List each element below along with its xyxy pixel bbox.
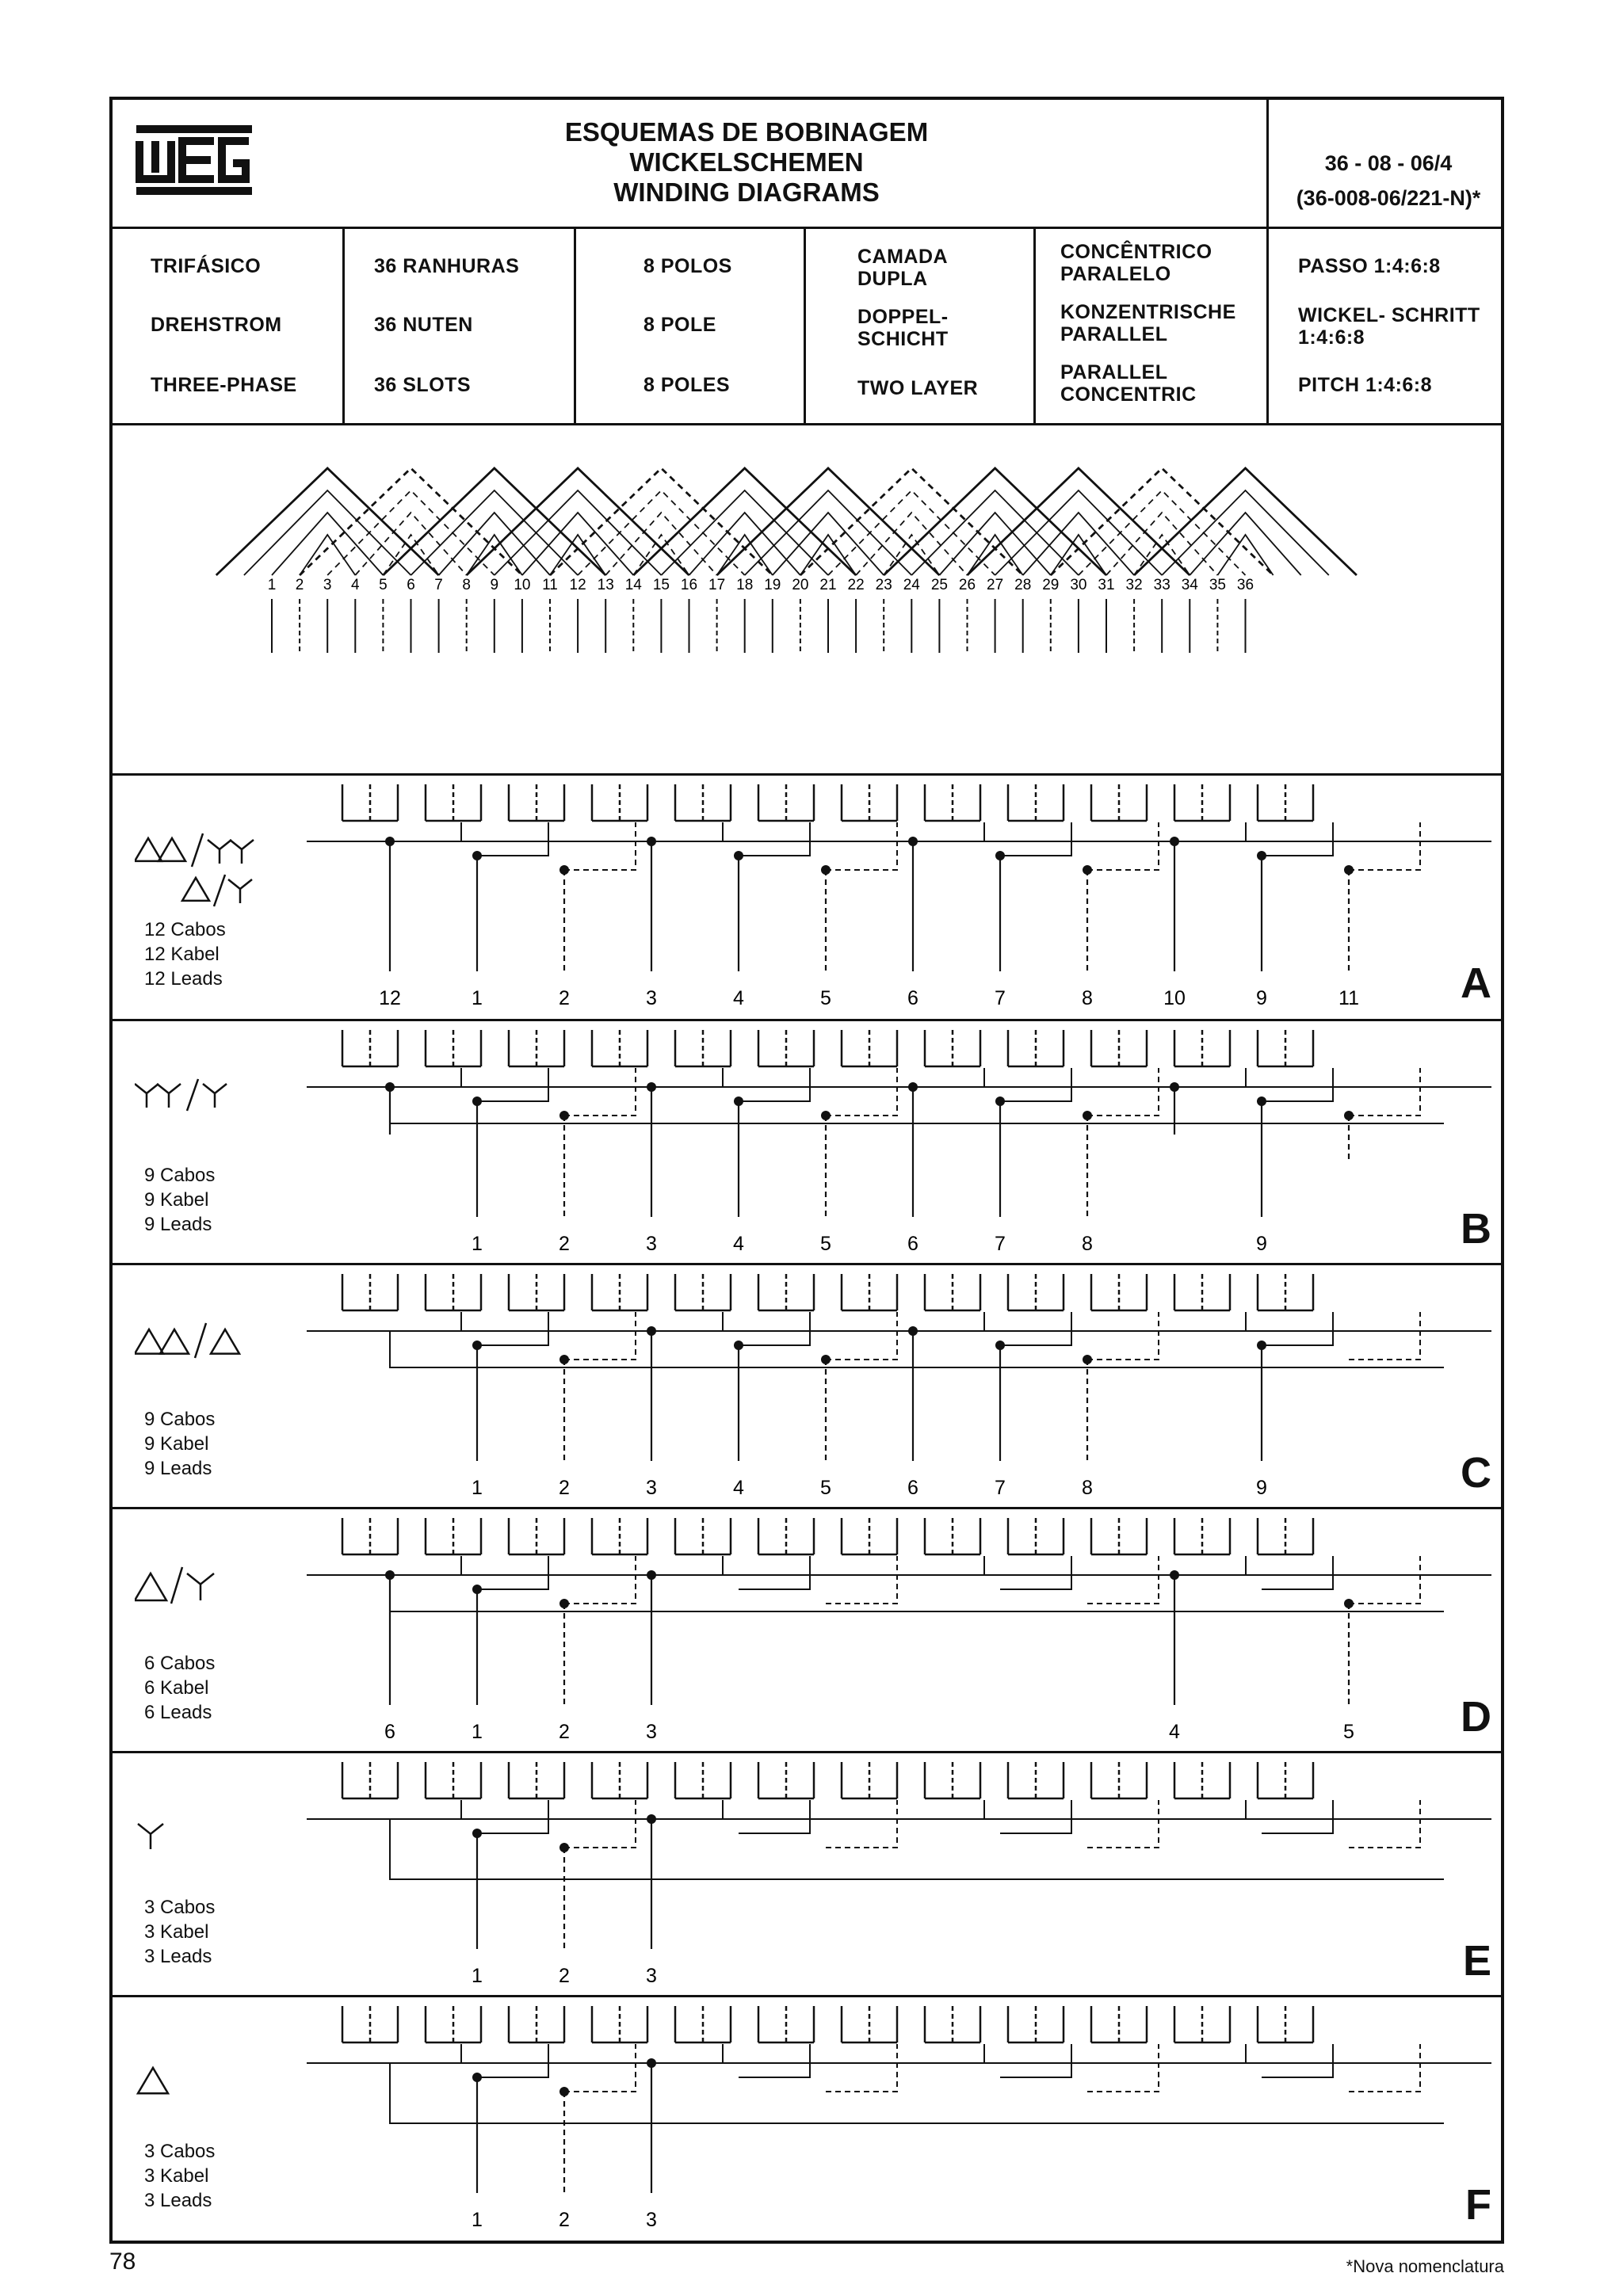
connection-wire [739, 2044, 810, 2077]
connection-wire [739, 1800, 810, 1833]
terminal-number: 4 [733, 1233, 744, 1255]
coil [1162, 490, 1329, 575]
terminal-number: 4 [1169, 1721, 1180, 1743]
lead-count-line: 6 Leads [144, 1702, 212, 1723]
slot-number: 20 [792, 577, 809, 593]
connection-wire [913, 1556, 984, 1575]
lead-count-line: 9 Cabos [144, 1165, 216, 1186]
slot-number: 18 [736, 577, 754, 593]
connection-wire [1349, 822, 1420, 870]
scheme-letter: B [1461, 1205, 1491, 1253]
lead-count-line: 6 Kabel [144, 1677, 209, 1699]
connection-wire [390, 2044, 461, 2063]
lead-count-line: 3 Cabos [144, 1897, 216, 1918]
slot-number: 32 [1125, 577, 1143, 593]
coil [411, 490, 579, 575]
terminal-number: 2 [559, 2209, 570, 2231]
terminal-number: 1 [472, 1233, 483, 1255]
slot-number: 23 [875, 577, 892, 593]
coil [689, 513, 800, 575]
connection-wire [1174, 1068, 1246, 1087]
terminal-number: 9 [1256, 1233, 1267, 1255]
lead-count-line: 6 Cabos [144, 1653, 216, 1674]
connection-diagram-e [263, 1753, 1499, 1995]
terminal-number: 4 [733, 1477, 744, 1499]
spec-poles-pt: 8 POLOS [643, 255, 732, 277]
terminal-number: 3 [646, 1477, 657, 1499]
connection-wire [651, 1800, 723, 1819]
coil [661, 490, 828, 575]
connection-wire [1349, 1312, 1420, 1360]
slot-number: 1 [267, 577, 277, 593]
connection-wire [1000, 822, 1071, 856]
slot-number: 24 [903, 577, 920, 593]
terminal-number: 2 [559, 1721, 570, 1743]
spec-pitch-pt: PASSO 1:4:6:8 [1298, 255, 1441, 277]
connection-wire [477, 1312, 548, 1345]
connection-wire [390, 1556, 461, 1575]
scheme-letter: A [1461, 959, 1491, 1007]
slot-number: 15 [652, 577, 670, 593]
terminal-number: 11 [1338, 987, 1359, 1009]
connection-wire [390, 1068, 461, 1087]
connection-diagram-a [263, 775, 1499, 1017]
coil [1134, 468, 1357, 575]
lead-count-label [144, 1895, 215, 1969]
diagram-title [350, 117, 1143, 208]
terminal-number: 9 [1256, 987, 1267, 1009]
connection-wire [739, 1312, 810, 1345]
diagram-code [1270, 146, 1507, 215]
lead-count-line: 12 Leads [144, 968, 223, 990]
terminal-number: 5 [820, 1477, 831, 1499]
terminal-number: 3 [646, 2209, 657, 2231]
connection-wire [739, 822, 810, 856]
connection-wire [1349, 1068, 1420, 1116]
lead-count-line: 9 Leads [144, 1458, 212, 1479]
slot-number: 36 [1236, 577, 1254, 593]
connection-diagram-b [263, 1020, 1499, 1263]
scheme-letter: F [1465, 2181, 1491, 2229]
coil [717, 468, 940, 575]
coil [968, 468, 1190, 575]
connection-wire [913, 1312, 984, 1331]
terminal-number: 7 [995, 987, 1006, 1009]
terminal-number: 6 [907, 1477, 918, 1499]
lead-count-line: 9 Kabel [144, 1433, 209, 1455]
slot-number: 8 [462, 577, 471, 593]
connection-wire [1000, 2044, 1071, 2077]
coil [1217, 535, 1273, 575]
code-secondary: (36-008-06/221-N)* [1296, 186, 1481, 210]
spec-layer-de: DOPPEL- SCHICHT [857, 306, 949, 350]
connection-wire [826, 1800, 897, 1848]
terminal-number: 10 [1163, 987, 1186, 1009]
lead-count-line: 9 Leads [144, 1214, 212, 1235]
connection-wire [477, 822, 548, 856]
lead-count-line: 9 Cabos [144, 1409, 216, 1430]
coil [1190, 513, 1300, 575]
coil [773, 513, 884, 575]
slot-number: 5 [379, 577, 388, 593]
terminal-number: 8 [1082, 987, 1093, 1009]
spec-layer-en: TWO LAYER [857, 377, 979, 399]
slot-number: 26 [958, 577, 976, 593]
lead-count-line: 9 Kabel [144, 1189, 209, 1211]
coil [327, 490, 495, 575]
connection-wire [477, 1800, 548, 1833]
slot-number: 13 [597, 577, 614, 593]
connection-wire [913, 1068, 984, 1087]
lead-count-label [144, 917, 226, 991]
slot-number: 33 [1153, 577, 1170, 593]
connection-wire [826, 1312, 897, 1360]
slot-number: 19 [764, 577, 781, 593]
connection-wire [564, 1312, 636, 1360]
terminal-number: 2 [559, 987, 570, 1009]
lead-count-line: 3 Cabos [144, 2141, 216, 2162]
slot-number: 16 [680, 577, 698, 593]
coil [939, 513, 1050, 575]
connection-wire [390, 1800, 461, 1819]
coil [272, 513, 383, 575]
connection-wire [1349, 1800, 1420, 1848]
spec-phase-en: THREE-PHASE [151, 374, 297, 396]
connection-wire [564, 1068, 636, 1116]
coil [244, 490, 411, 575]
connection-wire [564, 822, 636, 870]
lead-count-line: 3 Kabel [144, 1921, 209, 1943]
coil [300, 468, 522, 575]
coil [633, 468, 856, 575]
terminal-number: 4 [733, 987, 744, 1009]
coil [495, 490, 662, 575]
connection-wire [1087, 2044, 1159, 2092]
connection-wire [1000, 1068, 1071, 1101]
slot-number: 25 [930, 577, 948, 593]
coil [355, 513, 466, 575]
scheme-letter: C [1461, 1449, 1491, 1497]
title-line-pt: ESQUEMAS DE BOBINAGEM [564, 117, 929, 147]
connection-wire [826, 822, 897, 870]
connection-wire [564, 2044, 636, 2092]
terminal-number: 8 [1082, 1233, 1093, 1255]
terminal-number: 5 [1343, 1721, 1354, 1743]
slot-number: 31 [1098, 577, 1115, 593]
connection-wire [390, 1312, 461, 1331]
connection-wire [826, 1068, 897, 1116]
connection-wire [1087, 1556, 1159, 1604]
connection-wire [1174, 1800, 1246, 1819]
terminal-number: 3 [646, 1233, 657, 1255]
connection-wire [1262, 1800, 1333, 1833]
terminal-number: 7 [995, 1477, 1006, 1499]
terminal-number: 2 [559, 1233, 570, 1255]
terminal-number: 3 [646, 987, 657, 1009]
lead-count-label [144, 2139, 215, 2213]
lead-count-line: 3 Leads [144, 2190, 212, 2211]
spec-pitch-en: PITCH 1:4:6:8 [1298, 374, 1433, 396]
connection-wire [739, 1068, 810, 1101]
terminal-number: 3 [646, 1721, 657, 1743]
connection-wire [1349, 1556, 1420, 1604]
lead-count-line: 3 Kabel [144, 2165, 209, 2187]
slot-number: 12 [569, 577, 586, 593]
lead-count-line: 12 Kabel [144, 944, 220, 965]
coil [828, 490, 995, 575]
coil [578, 490, 745, 575]
slot-number: 6 [407, 577, 415, 593]
coil [1106, 513, 1217, 575]
connection-diagram-d [263, 1508, 1499, 1751]
terminal-number: 1 [472, 1965, 483, 1987]
connection-wire [1087, 1068, 1159, 1116]
connection-wire [1174, 1312, 1246, 1331]
coil [884, 468, 1106, 575]
coil-winding-diagram [113, 425, 1501, 773]
connection-wire [1174, 2044, 1246, 2063]
slot-number: 3 [323, 577, 332, 593]
connection-wire [913, 1800, 984, 1819]
slot-number: 29 [1042, 577, 1060, 593]
slot-number: 28 [1014, 577, 1032, 593]
slot-number: 4 [351, 577, 360, 593]
spec-type-de: KONZENTRISCHE PARALLEL [1060, 301, 1236, 345]
coil [216, 468, 439, 575]
terminal-number: 6 [907, 1233, 918, 1255]
terminal-number: 5 [820, 1233, 831, 1255]
lead-count-label [144, 1651, 215, 1725]
title-line-de: WICKELSCHEMEN [629, 147, 864, 177]
connection-diagram-c [263, 1264, 1499, 1507]
page-number: 78 [109, 2248, 136, 2275]
connection-wire [477, 1068, 548, 1101]
lead-count-line: 3 Leads [144, 1946, 212, 1967]
connection-wire [564, 1800, 636, 1848]
code-primary: 36 - 08 - 06/4 [1324, 151, 1453, 175]
slot-number: 30 [1070, 577, 1087, 593]
connection-wire [477, 2044, 548, 2077]
coil [995, 490, 1163, 575]
connection-diagram-f [263, 1997, 1499, 2239]
coil [522, 513, 633, 575]
slot-number: 17 [708, 577, 726, 593]
connection-wire [1174, 822, 1246, 841]
connection-wire [1262, 1068, 1333, 1101]
spec-poles-en: 8 POLES [643, 374, 731, 396]
lead-count-label [144, 1407, 215, 1481]
connection-wire [826, 2044, 897, 2092]
spec-slots-pt: 36 RANHURAS [374, 255, 520, 277]
spec-slots-de: 36 NUTEN [374, 314, 473, 336]
terminal-number: 9 [1256, 1477, 1267, 1499]
connection-wire [913, 2044, 984, 2063]
connection-wire [651, 1312, 723, 1331]
terminal-number: 1 [472, 1721, 483, 1743]
connection-wire [651, 2044, 723, 2063]
connection-wire [477, 1556, 548, 1589]
terminal-number: 2 [559, 1477, 570, 1499]
connection-wire [913, 822, 984, 841]
spec-layer-pt: CAMADA DUPLA [857, 246, 948, 290]
connection-wire [1174, 1556, 1246, 1575]
slot-number: 35 [1209, 577, 1226, 593]
coil [745, 490, 912, 575]
lead-count-label [144, 1163, 215, 1237]
terminal-number: 6 [384, 1721, 395, 1743]
terminal-number: 3 [646, 1965, 657, 1987]
terminal-number: 1 [472, 2209, 483, 2231]
connection-wire [1000, 1556, 1071, 1589]
coil [605, 513, 716, 575]
coil [1051, 468, 1274, 575]
slot-number: 2 [295, 577, 304, 593]
slot-number: 21 [819, 577, 837, 593]
terminal-number: 8 [1082, 1477, 1093, 1499]
connection-wire [739, 1556, 810, 1589]
title-line-en: WINDING DIAGRAMS [613, 177, 880, 207]
spec-slots-en: 36 SLOTS [374, 374, 472, 396]
spec-type-en: PARALLEL CONCENTRIC [1060, 361, 1197, 406]
connection-wire [1000, 1312, 1071, 1345]
slot-number: 10 [514, 577, 531, 593]
coil [1079, 490, 1246, 575]
connection-wire [1000, 1800, 1071, 1833]
terminal-number: 1 [472, 1477, 483, 1499]
spec-type-pt: CONCÊNTRICO PARALELO [1060, 241, 1212, 285]
coil [550, 468, 773, 575]
connection-wire [1262, 822, 1333, 856]
slot-number: 14 [624, 577, 642, 593]
connection-wire [1262, 1556, 1333, 1589]
terminal-number: 7 [995, 1233, 1006, 1255]
slot-number: 34 [1181, 577, 1198, 593]
spec-pitch-de: WICKEL- SCHRITT 1:4:6:8 [1298, 304, 1480, 349]
slot-number: 27 [987, 577, 1004, 593]
scheme-letter: D [1461, 1693, 1491, 1741]
spec-phase-pt: TRIFÁSICO [151, 255, 262, 277]
weg-logo [135, 124, 254, 196]
connection-wire [651, 1068, 723, 1087]
coil [800, 468, 1023, 575]
connection-wire [1087, 822, 1159, 870]
connection-wire [1349, 2044, 1420, 2092]
coil [383, 468, 605, 575]
coil [467, 468, 689, 575]
scheme-letter: E [1462, 1937, 1491, 1985]
slot-number: 11 [542, 577, 558, 593]
slot-number: 22 [847, 577, 865, 593]
terminal-number: 12 [379, 987, 401, 1009]
lead-count-line: 12 Cabos [144, 919, 226, 940]
connection-wire [826, 1556, 897, 1604]
spec-phase-de: DREHSTROM [151, 314, 282, 336]
connection-wire [651, 1556, 723, 1575]
connection-wire [390, 822, 461, 841]
connection-wire [1087, 1800, 1159, 1848]
footnote: *Nova nomenclatura [1346, 2256, 1504, 2276]
terminal-number: 6 [907, 987, 918, 1009]
spec-poles-de: 8 POLE [643, 314, 716, 336]
coil [856, 513, 967, 575]
slot-number: 7 [434, 577, 443, 593]
connection-wire [651, 822, 723, 841]
connection-wire [564, 1556, 636, 1604]
winding-diagram-sheet [109, 97, 1504, 2244]
slot-number: 9 [490, 577, 499, 593]
terminal-number: 1 [472, 987, 483, 1009]
connection-wire [1087, 1312, 1159, 1360]
coil [439, 513, 550, 575]
terminal-number: 2 [559, 1965, 570, 1987]
coil [911, 490, 1079, 575]
coil [1023, 513, 1134, 575]
terminal-number: 5 [820, 987, 831, 1009]
connection-wire [1262, 2044, 1333, 2077]
connection-wire [1262, 1312, 1333, 1345]
